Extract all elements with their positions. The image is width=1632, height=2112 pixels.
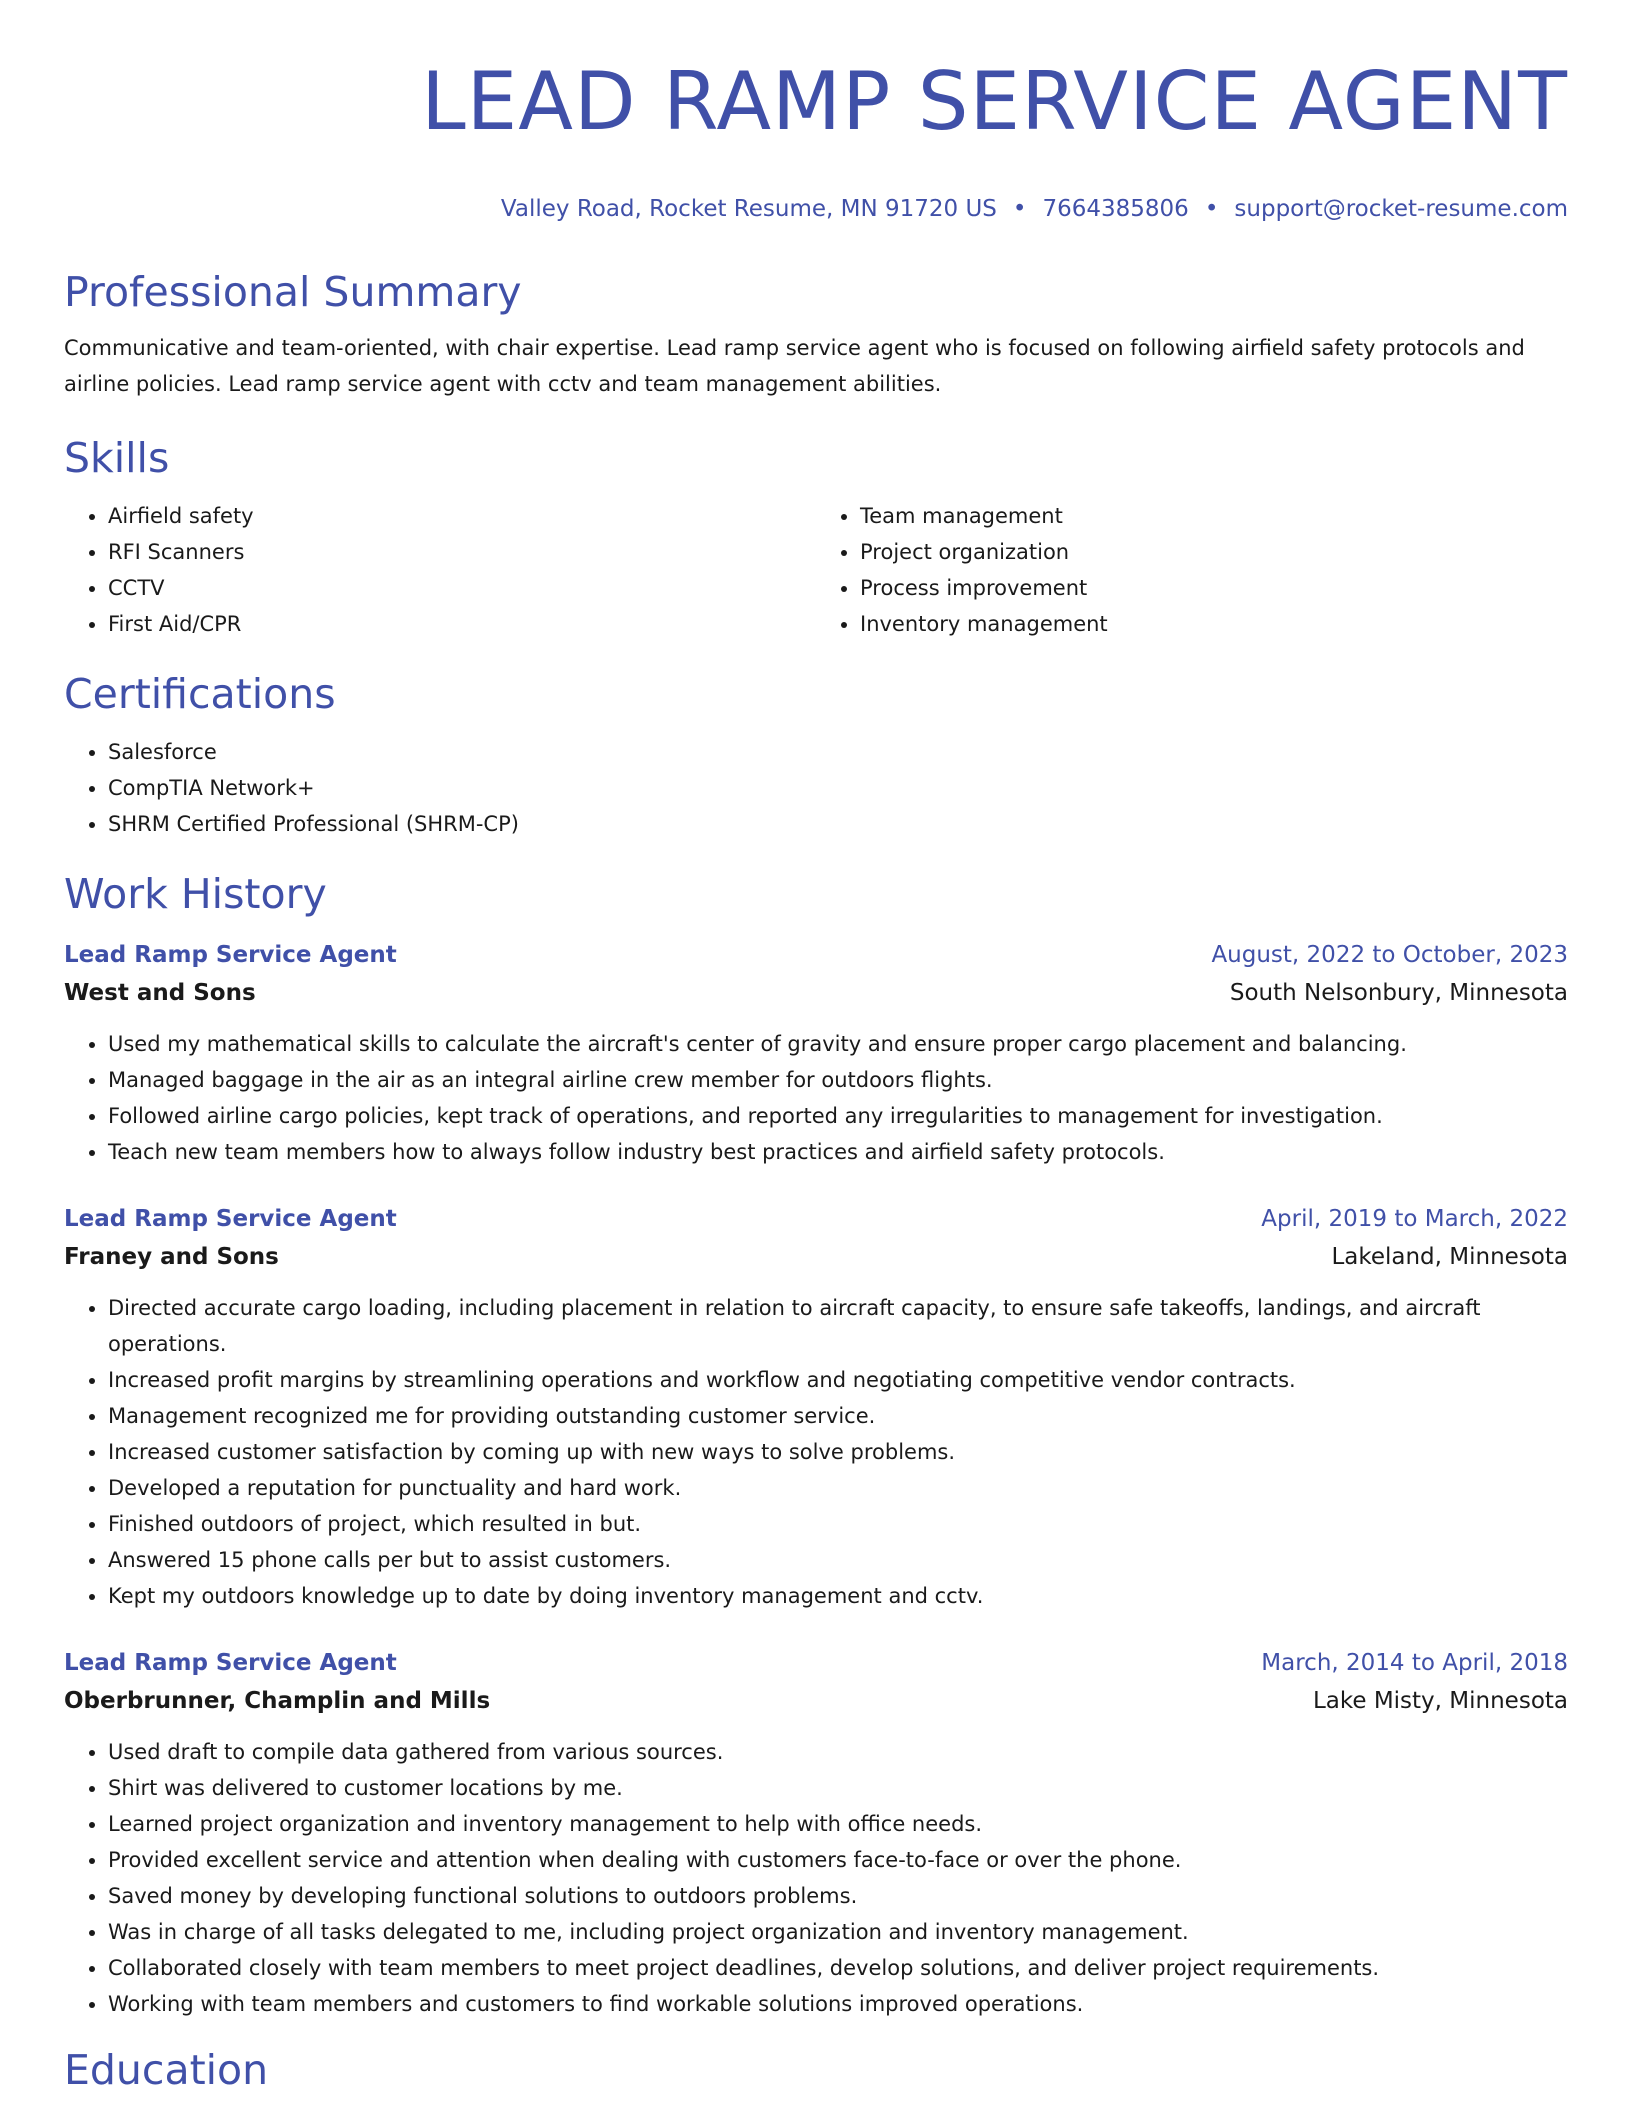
job-bullet: • Kept my outdoors knowledge up to date by doing inventory management and cctv. <box>108 1578 1568 1614</box>
skills-columns <box>64 498 1568 642</box>
job-location: Lake Misty, Minnesota <box>1312 1687 1568 1714</box>
skill-item: • Inventory management <box>860 606 1568 642</box>
job-entry <box>64 1200 1568 1614</box>
address: Valley Road, Rocket Resume, MN 91720 US <box>500 195 997 222</box>
resume-title: LEAD RAMP SERVICE AGENT <box>421 55 1568 148</box>
job-company: Oberbrunner, Champlin and Mills <box>64 1687 491 1714</box>
job-bullet: • Learned project organization and inventory management to help with office needs. <box>108 1806 1568 1842</box>
job-company: West and Sons <box>64 979 256 1006</box>
job-title: Lead Ramp Service Agent <box>64 1649 397 1676</box>
job-location: South Nelsonbury, Minnesota <box>1229 979 1568 1006</box>
job-bullet: • Management recognized me for providing outstanding customer service. <box>108 1398 1568 1434</box>
job-bullet: • Saved money by developing functional solutions to outdoors problems. <box>108 1878 1568 1914</box>
summary-heading: Professional Summary <box>64 267 522 316</box>
job-bullet: • Used draft to compile data gathered from various sources. <box>108 1734 1568 1770</box>
job-bullets <box>64 1290 1568 1614</box>
job-bullet: • Managed baggage in the air as an integral airline crew member for outdoors flights. <box>108 1062 1568 1098</box>
skill-item: • Team management <box>860 498 1568 534</box>
job-dates: April, 2019 to March, 2022 <box>1261 1205 1568 1232</box>
skill-item: • Process improvement <box>860 570 1568 606</box>
job-entry <box>64 936 1568 1170</box>
job-location: Lakeland, Minnesota <box>1331 1243 1568 1270</box>
job-bullet: • Finished outdoors of project, which resulted in but. <box>108 1506 1568 1542</box>
job-bullet: • Increased profit margins by streamlining operations and workflow and negotiating competitive vendor contracts. <box>108 1362 1568 1398</box>
skill-item: • RFI Scanners <box>108 534 816 570</box>
job-bullet: • Collaborated closely with team members to meet project deadlines, develop solutions, and deliver project requirements. <box>108 1950 1568 1986</box>
education-heading: Education <box>64 2045 269 2094</box>
job-company: Franey and Sons <box>64 1243 279 1270</box>
job-bullets <box>64 1026 1568 1170</box>
job-dates: August, 2022 to October, 2023 <box>1211 941 1568 968</box>
skill-item: • Airfield safety <box>108 498 816 534</box>
separator-dot: • <box>1012 195 1027 222</box>
certification-item: • SHRM Certified Professional (SHRM-CP) <box>108 806 1568 842</box>
skills-list-right <box>816 498 1568 642</box>
job-bullets <box>64 1734 1568 2022</box>
email: support@rocket-resume.com <box>1234 195 1568 222</box>
job-bullet: • Provided excellent service and attention when dealing with customers face-to-face or over the phone. <box>108 1842 1568 1878</box>
job-bullet: • Developed a reputation for punctuality and hard work. <box>108 1470 1568 1506</box>
resume-page <box>64 0 1568 2094</box>
job-bullet: • Was in charge of all tasks delegated to me, including project organization and inventory management. <box>108 1914 1568 1950</box>
certification-item: • CompTIA Network+ <box>108 770 1568 806</box>
certifications-heading: Certifications <box>64 669 336 718</box>
skills-list-left <box>64 498 816 642</box>
work-history-heading: Work History <box>64 869 327 918</box>
job-bullet: • Working with team members and customers to find workable solutions improved operations. <box>108 1986 1568 2022</box>
job-bullet: • Directed accurate cargo loading, including placement in relation to aircraft capacity, to ensure safe takeoffs, landings, and aircraft operations. <box>108 1290 1568 1362</box>
job-bullet: • Followed airline cargo policies, kept track of operations, and reported any irregularities to management for investigation. <box>108 1098 1568 1134</box>
summary-text: Communicative and team-oriented, with chair expertise. Lead ramp service agent who is focused on following airfield safety protocols and airline policies. Lead ramp service agent with cctv and team management abilities. <box>64 335 1525 396</box>
job-bullet: • Shirt was delivered to customer locations by me. <box>108 1770 1568 1806</box>
job-bullet: • Answered 15 phone calls per but to assist customers. <box>108 1542 1568 1578</box>
job-title: Lead Ramp Service Agent <box>64 1205 397 1232</box>
separator-dot: • <box>1204 195 1219 222</box>
skills-heading: Skills <box>64 433 170 482</box>
job-entry <box>64 1644 1568 2022</box>
job-title: Lead Ramp Service Agent <box>64 941 397 968</box>
certification-item: • Salesforce <box>108 734 1568 770</box>
job-bullet: • Increased customer satisfaction by coming up with new ways to solve problems. <box>108 1434 1568 1470</box>
job-bullet: • Used my mathematical skills to calculate the aircraft's center of gravity and ensure proper cargo placement and balancing. <box>108 1026 1568 1062</box>
skill-item: • First Aid/CPR <box>108 606 816 642</box>
skill-item: • Project organization <box>860 534 1568 570</box>
job-bullet: • Teach new team members how to always follow industry best practices and airfield safety protocols. <box>108 1134 1568 1170</box>
certifications-list <box>64 734 1568 842</box>
skill-item: • CCTV <box>108 570 816 606</box>
job-dates: March, 2014 to April, 2018 <box>1261 1649 1568 1676</box>
contact-line <box>64 196 1568 222</box>
phone: 7664385806 <box>1042 195 1189 222</box>
